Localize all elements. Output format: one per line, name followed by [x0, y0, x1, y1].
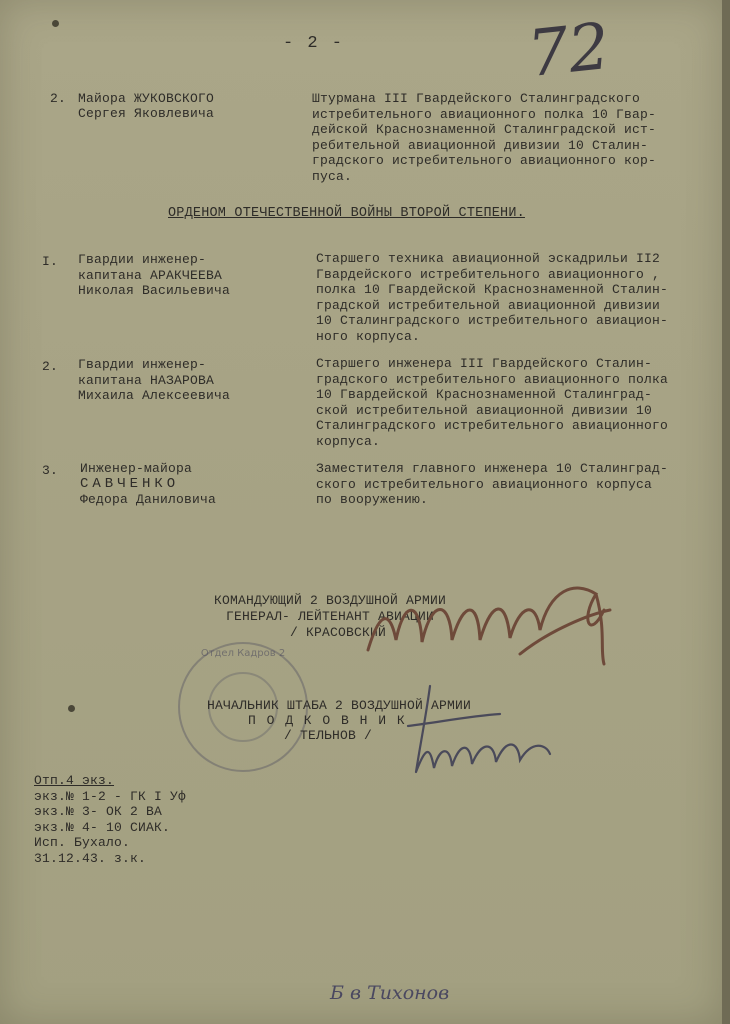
person-name-line: Михаила Алексеевича [78, 388, 231, 403]
position-line: градского истребительного авиационного полка [316, 371, 669, 387]
commander-rank: ГЕНЕРАЛ- ЛЕЙТЕНАНТ АВИАЦИИ [226, 609, 435, 624]
position-line: Сталинградского истребительного авиационного [316, 418, 669, 433]
handwritten-page-number: 72 [524, 9, 614, 93]
stamp-text: Отдел Кадров 2 [200, 648, 286, 659]
page-number: - 2 - [283, 34, 345, 53]
position-line: градской истребительной авиационной дивизии [316, 297, 661, 313]
person-number: I. [42, 254, 59, 269]
person-name-line: Гвардии инженер- [78, 252, 207, 267]
entry2-name-line: Майора ЖУКОВСКОГО [78, 91, 215, 106]
position-line: градского истребительного авиационного кор- [312, 153, 657, 168]
punch-hole [68, 705, 75, 712]
distribution-line: Отп.4 экз. [34, 773, 115, 788]
person-name-line: Инженер-майора [80, 461, 193, 476]
section-heading: ОРДЕНОМ ОТЕЧЕСТВЕННОЙ ВОЙНЫ ВТОРОЙ СТЕПЕНИ. [168, 206, 525, 221]
position-line: Старшего инженера III Гвардейского Сталин- [316, 356, 653, 371]
distribution-line: экз.№ 4- 10 СИАК. [34, 819, 171, 835]
position-line: ребительной авиационной дивизии 10 Сталин- [312, 137, 649, 153]
chief-rank: П О Д К О В Н И К [248, 713, 407, 728]
commander-name: / КРАСОВСКИЙ / [290, 625, 403, 640]
position-line: Гвардейского истребительного авиационного , [316, 266, 661, 282]
chief-signature [400, 676, 570, 786]
footer-handwriting: Б в Тихонов [330, 982, 450, 1004]
position-line: полка 10 Гвардейской Краснознаменной Сталин- [316, 282, 669, 297]
person-name-line: Николая Васильевича [78, 283, 231, 298]
commander-signature [360, 570, 620, 670]
position-line: пуса. [312, 168, 353, 184]
position-line: Штурмана III Гвардейского Сталинградского [312, 91, 641, 106]
page-edge [722, 0, 730, 1024]
person-name-line: капитана НАЗАРОВА [78, 372, 215, 388]
distribution-line: экз.№ 3- ОК 2 ВА [34, 804, 163, 819]
person-position-block [316, 461, 668, 508]
person-name-block [78, 252, 230, 299]
position-line: ного корпуса. [316, 328, 421, 344]
person-number: 2. [42, 359, 59, 374]
position-line: 10 Сталинградского истребительного авиацион- [316, 313, 669, 328]
distribution-line: Исп. Бухало. [34, 835, 131, 850]
entry2-name-line: Сергея Яковлевича [78, 106, 215, 121]
position-line: истребительного авиационного полка 10 Гвар- [312, 106, 657, 122]
chief-name: / ТЕЛЬНОВ / [284, 728, 373, 743]
position-line: ского истребительного авиационного корпуса [316, 476, 653, 492]
person-position-block [316, 251, 668, 344]
person-name-line: капитана АРАКЧЕЕВА [78, 267, 223, 283]
position-line: ской истребительной авиационной дивизии 10 [316, 402, 653, 418]
person-name-block [78, 357, 230, 404]
person-name-line: Федора Даниловича [80, 492, 217, 507]
position-line: корпуса. [316, 433, 381, 449]
entry2-position [312, 91, 656, 184]
person-name-block [80, 461, 216, 508]
person-position-block [316, 356, 668, 449]
position-line: Заместителя главного инженера 10 Сталинград- [316, 461, 669, 476]
distribution-list [34, 773, 186, 866]
person-number: 3. [42, 463, 59, 478]
position-line: Старшего техника авиационной эскадрильи II2 [316, 251, 661, 266]
punch-hole [52, 20, 59, 27]
person-name-line: Гвардии инженер- [78, 357, 207, 372]
distribution-line: 31.12.43. з.к. [34, 850, 147, 866]
position-line: дейской Краснознаменной Сталинградской ист- [312, 122, 657, 137]
commander-title: КОМАНДУЮЩИЙ 2 ВОЗДУШНОЙ АРМИИ [214, 593, 447, 608]
person-name-line: САВЧЕНКО [80, 475, 180, 492]
distribution-line: экз.№ 1-2 - ГК I Уф [34, 788, 187, 804]
position-line: 10 Гвардейской Краснознаменной Сталинград- [316, 387, 653, 402]
chief-title: НАЧАЛЬНИК ШТАБА 2 ВОЗДУШНОЙ АРМИИ [207, 698, 472, 713]
position-line: по вооружению. [316, 492, 429, 507]
entry2-number: 2. [50, 91, 67, 106]
